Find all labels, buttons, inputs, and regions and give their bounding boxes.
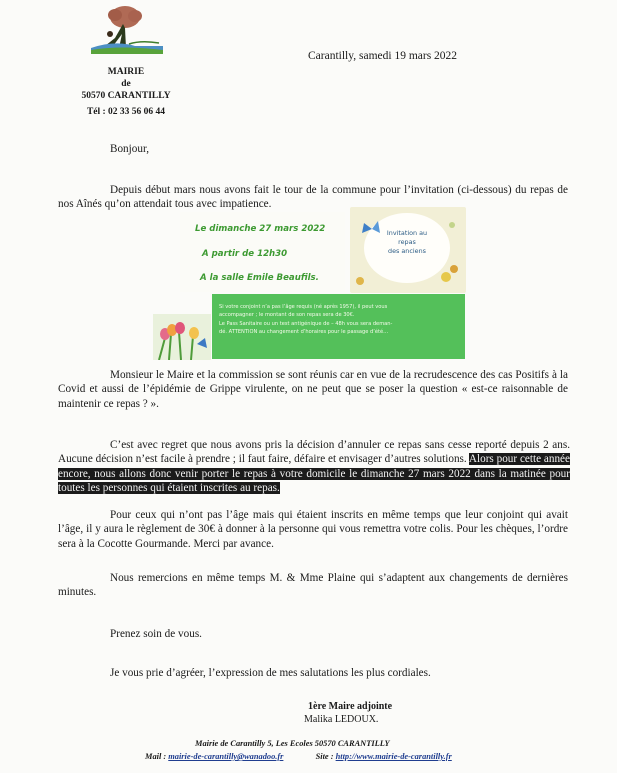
notice-line-2: accompagner ; le montant de son repas sera de 30€. — [219, 312, 355, 319]
signature-name: Malika LEDOUX. — [304, 714, 379, 725]
invitation-date: Le dimanche 27 mars 2022 — [195, 224, 326, 234]
mairie-phone: Tél : 02 33 56 06 44 — [86, 107, 166, 117]
site-label: Site : — [315, 752, 334, 761]
mail-link[interactable]: mairie-de-carantilly@wanadoo.fr — [168, 752, 284, 761]
letter-date: Carantilly, samedi 19 mars 2022 — [308, 50, 458, 62]
site-link[interactable]: http://www.mairie-de-carantilly.fr — [335, 752, 452, 761]
invitation-details — [180, 212, 345, 292]
paragraph-intro: Depuis début mars nous avons fait le tour de la commune pour l’invitation (ci-dessous) du repas de nos Aînés qu’on attendait tous avec impatience. — [58, 184, 568, 211]
notice-line-1: Si votre conjoint n’a pas l’âge requis (né après 1957), il peut vous — [219, 304, 388, 310]
mairie-de: de — [121, 79, 131, 89]
notice-line-3: Le Pass Sanitaire ou un test antigénique de – 48h vous sera deman- — [219, 320, 393, 327]
paragraph-thanks: Nous remercions en même temps M. & Mme Plaine qui s’adaptent aux changements de dernières minutes. — [58, 572, 568, 599]
paragraph-payment: Pour ceux qui n’ont pas l’âge mais qui étaient inscrits en même temps que leur conjoint qui avait l’âge, il y aura le règlement de 30€ à donner à la personne qui vous remettra votre colis. Pour les chèques, l’ordre sera à la Cocotte Gourmande. Merci par avance. — [58, 509, 568, 550]
mairie-town: 50570 CARANTILLY — [81, 91, 171, 101]
mairie-logo — [85, 4, 165, 62]
highlighted-announcement: Alors pour cette année encore, nous allons donc venir porter le repas à votre domicile le dimanche 27 mars 2022 dans la matinée pour toutes les personnes qui étaient inscrites au repas. — [58, 453, 570, 495]
paragraph-closing: Je vous prie d’agréer, l’expression de mes salutations les plus cordiales. — [110, 667, 431, 679]
mairie-label: MAIRIE — [107, 67, 145, 77]
mail-label: Mail : — [145, 752, 167, 761]
notice-line-4: dé. ATTENTION au changement d’horaires pour le passage d’été… — [219, 329, 389, 336]
greeting: Bonjour, — [110, 143, 150, 155]
invitation-time: A partir de 12h30 — [202, 249, 288, 259]
badge-line-1: Invitation au — [386, 229, 428, 237]
invitation-badge — [350, 207, 466, 293]
invitation-notice — [212, 294, 465, 359]
paragraph-decision — [58, 438, 570, 496]
decision-text: C’est avec regret que nous avons pris la décision d’annuler ce repas sans cesse reporté depuis 2 ans. Aucune décision n’est facile à prendre ; il faut faire, défaire et envisager d’autres solutions. — [58, 439, 570, 466]
badge-line-3: des anciens — [388, 247, 426, 255]
paragraph-covid: Monsieur le Maire et la commission se sont réunis car en vue de la recrudescence des cas Positifs à la Covid et aussi de l’épidémie de Grippe virulente, on ne peut que se poser la question « est-ce raisonnable de maintenir ce repas ? ». — [58, 369, 568, 410]
footer-address: Mairie de Carantilly 5, Les Ecoles 50570 CARANTILLY — [195, 739, 390, 748]
invitation-place: A la salle Emile Beaufils. — [200, 273, 319, 283]
signature-title: 1ère Maire adjointe — [308, 701, 393, 712]
tulips-image — [153, 314, 211, 360]
paragraph-care: Prenez soin de vous. — [110, 628, 202, 640]
footer-contact — [145, 752, 452, 761]
badge-line-2: repas — [398, 238, 416, 246]
